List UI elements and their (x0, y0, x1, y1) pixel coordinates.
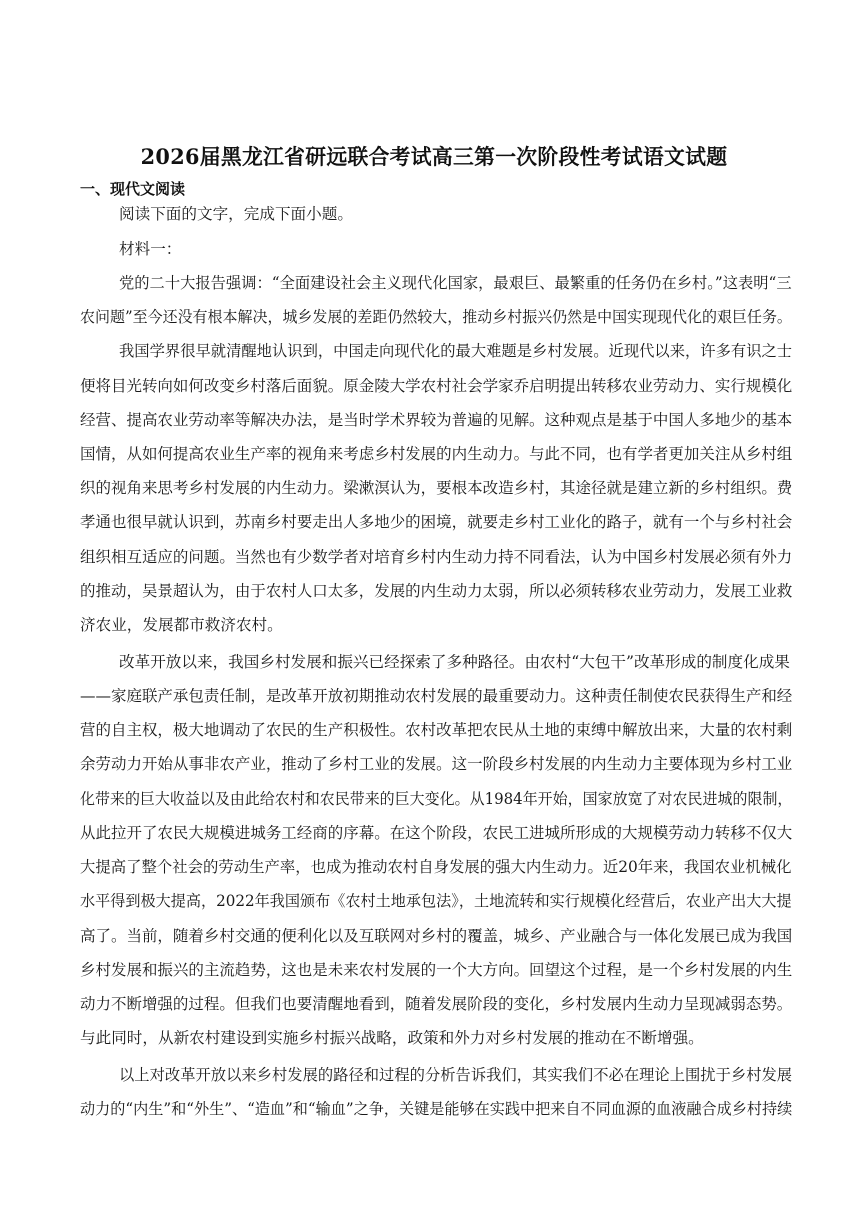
paragraph-line: 农问题”至今还没有根本解决，城乡发展的差距仍然较大，推动乡村振兴仍然是中国实现现代化的艰巨任务。 (80, 308, 792, 326)
paragraph-line: 的推动，吴景超认为，由于农村人口太多，发展的内生动力太弱，所以必须转移农业劳动力，发展工业救 (80, 582, 793, 600)
paragraph-line: 织的视角来思考乡村发展的内生动力。梁漱溟认为，要根本改造乡村，其途径就是建立新的乡村组织。费 (80, 479, 793, 497)
paragraph-line: 国情，从如何提高农业生产率的视角来考虑乡村发展的内生动力。与此不同，也有学者更加关注从乡村组 (80, 445, 793, 463)
paragraph-line: 水平得到极大提高，2022年我国颁布《农村土地承包法》，土地流转和实行规模化经营后，农业产出大大提 (80, 892, 792, 910)
paragraph-line: 我国学界很早就清醒地认识到，中国走向现代化的最大难题是乡村发展。近现代以来，许多有识之士 (119, 342, 793, 360)
paragraph-line: 济农业，发展都市救济农村。 (80, 616, 283, 634)
paragraph-line: 与此同时，从新农村建设到实施乡村振兴战略，政策和外力对乡村发展的推动在不断增强。 (80, 1029, 704, 1047)
paragraph-line: 化带来的巨大收益以及由此给农村和农民带来的巨大变化。从1984年开始，国家放宽了对农民进城的限制， (80, 790, 793, 808)
paragraph-line: ——家庭联产承包责任制，是改革开放初期推动农村发展的最重要动力。这种责任制使农民获得生产和经 (80, 687, 793, 705)
paragraph-line: 组织相互适应的问题。当然也有少数学者对培育乡村内生动力持不同看法，认为中国乡村发展必须有外力 (80, 548, 793, 566)
paragraph-line: 高了。当前，随着乡村交通的便利化以及互联网对乡村的覆盖，城乡、产业融合与一体化发展已成为我国 (80, 927, 793, 945)
paragraph-line: 乡村发展和振兴的主流趋势，这也是未来农村发展的一个大方向。回望这个过程，是一个乡村发展的内生 (80, 961, 793, 979)
paragraph-line: 改革开放以来，我国乡村发展和振兴已经探索了多种路径。由农村“大包干”改革形成的制度化成果 (119, 653, 790, 671)
paragraph-line: 余劳动力开始从事非农产业，推动了乡村工业的发展。这一阶段乡村发展的内生动力主要体现为乡村工业 (80, 755, 793, 773)
paragraph-line: 党的二十大报告强调：“全面建设社会主义现代化国家，最艰巨、最繁重的任务仍在乡村。”这表明“三 (119, 274, 792, 292)
paragraph-line: 从此拉开了农民大规模进城务工经商的序幕。在这个阶段，农民工进城所形成的大规模劳动力转移不仅大 (80, 824, 793, 842)
paragraph-line: 经营、提高农业劳动率等解决办法，是当时学术界较为普遍的见解。这种观点是基于中国人多地少的基本 (80, 411, 793, 429)
paragraph-line: 便将目光转向如何改变乡村落后面貌。原金陵大学农村社会学家乔启明提出转移农业劳动力、实行规模化 (80, 377, 793, 395)
paragraph-line: 动力的“内生”和“外生”、“造血”和“输血”之争，关键是能够在实践中把来自不同血源的血液融合成乡村持续 (80, 1100, 793, 1118)
paragraph-line: 营的自主权，极大地调动了农民的生产积极性。农村改革把农民从土地的束缚中解放出来，大量的农村剩 (80, 721, 793, 739)
paragraph-line: 孝通也很早就认识到，苏南乡村要走出人多地少的困境，就要走乡村工业化的路子，就有一个与乡村社会 (80, 513, 793, 531)
paragraph-line: 动力不断增强的过程。但我们也要清醒地看到，随着发展阶段的变化，乡村发展内生动力呈现减弱态势。 (80, 995, 793, 1013)
page-title: 2026届黑龙江省研远联合考试高三第一次阶段性考试语文试题 (140, 144, 728, 169)
section-heading: 一、现代文阅读 (80, 180, 186, 198)
paragraph-line: 以上对改革开放以来乡村发展的路径和过程的分析告诉我们，其实我们不必在理论上围扰于乡村发展 (119, 1066, 793, 1084)
paragraph-line: 材料一： (119, 240, 182, 258)
paragraph-line: 阅读下面的文字，完成下面小题。 (119, 205, 353, 223)
paragraph-line: 大提高了整个社会的劳动生产率，也成为推动农村自身发展的强大内生动力。近20年来，我国农业机械化 (80, 858, 792, 876)
